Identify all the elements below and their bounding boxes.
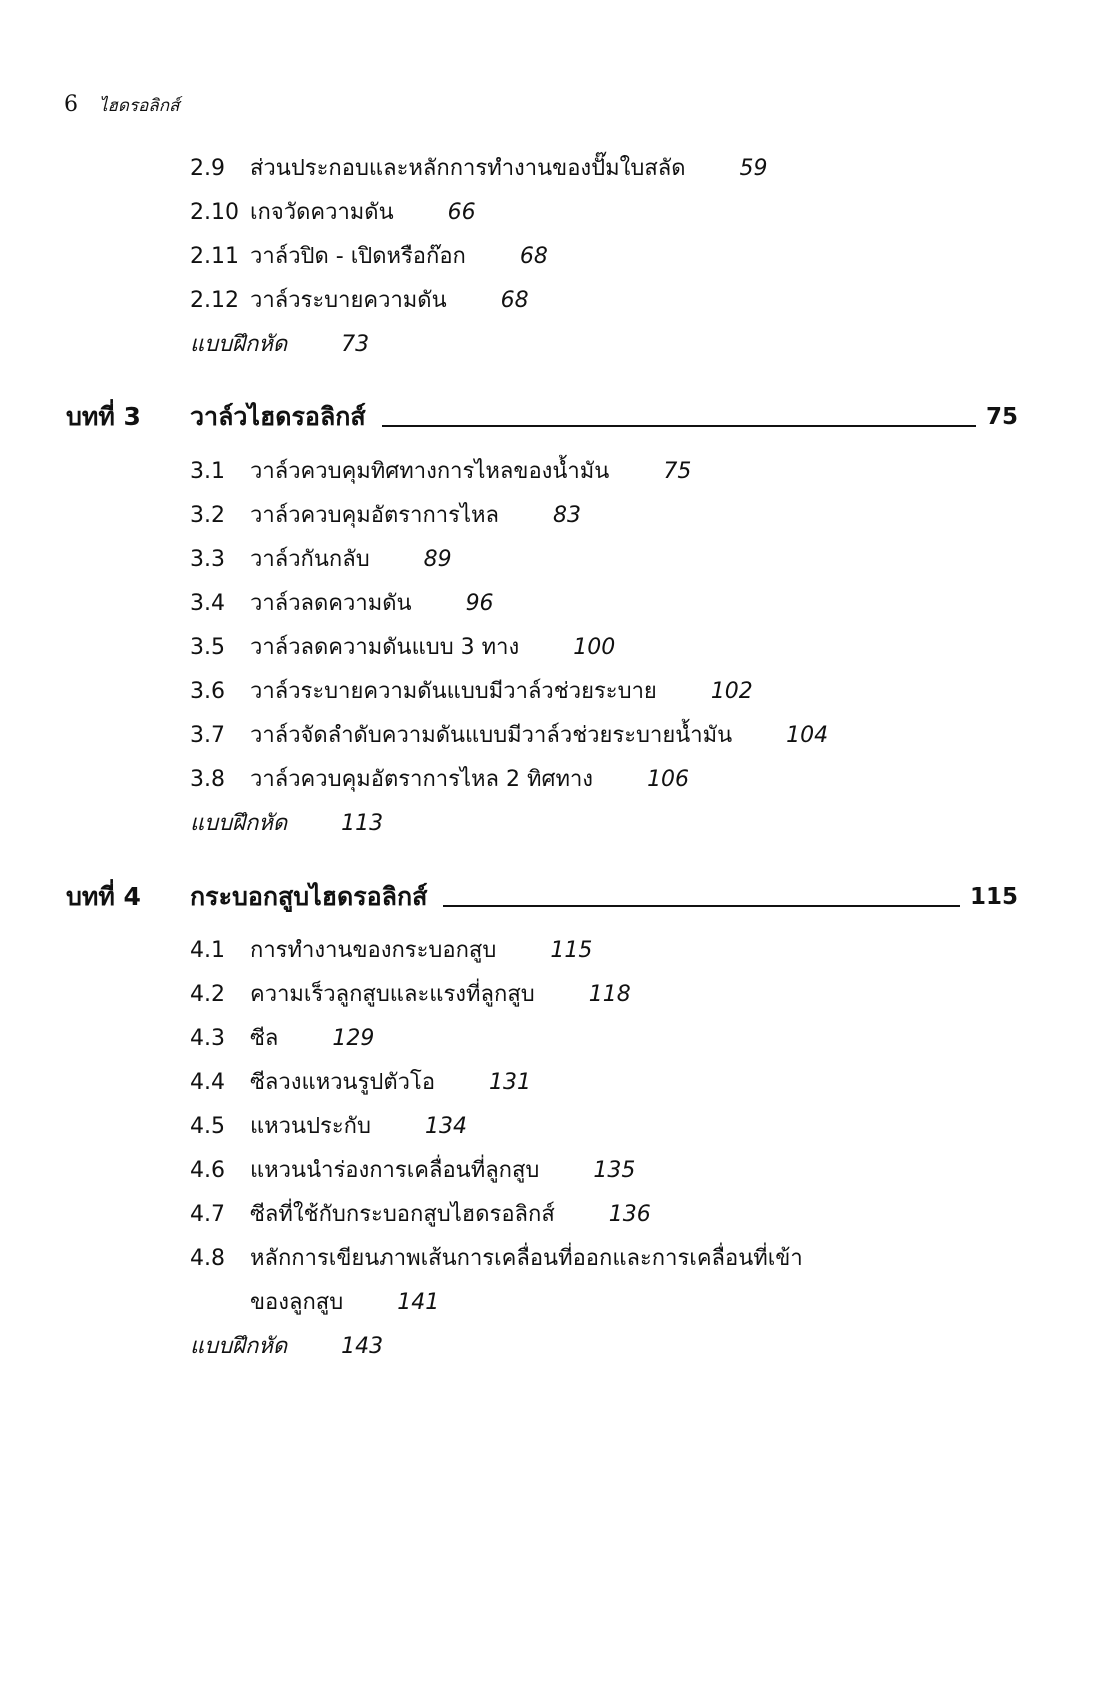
entry-number: 4.2 — [190, 982, 225, 1007]
entry-title: เกจวัดความดัน — [250, 200, 394, 225]
entry-number: 4.4 — [190, 1070, 225, 1095]
entry-title: วาล์วจัดลำดับความดันแบบมีวาล์วช่วยระบายน้ำมัน — [250, 723, 733, 748]
entry-number: 3.8 — [190, 767, 225, 792]
exercise-label: แบบฝึกหัด — [190, 1334, 288, 1359]
entry-page: 104 — [786, 723, 829, 748]
entry-title: วาล์วควบคุมทิศทางการไหลของน้ำมัน — [250, 459, 610, 484]
toc-entry — [190, 242, 548, 272]
toc-entry — [190, 198, 476, 228]
entry-page: 68 — [519, 244, 548, 269]
entry-page: 143 — [341, 1334, 384, 1359]
entry-title: วาล์วระบายความดัน — [250, 288, 447, 313]
entry-page: 136 — [608, 1202, 651, 1227]
toc-entry — [190, 1156, 635, 1186]
entry-number: 3.5 — [190, 635, 225, 660]
entry-number: 3.2 — [190, 503, 225, 528]
entry-title: ของลูกสูบ — [250, 1290, 344, 1315]
entry-title: การทำงานของกระบอกสูบ — [250, 938, 497, 963]
entry-page: 73 — [341, 332, 370, 357]
chapter-title: วาล์วไฮดรอลิกส์ — [190, 402, 366, 431]
entry-title: วาล์วควบคุมอัตราการไหล 2 ทิศทาง — [250, 767, 594, 792]
entry-page: 68 — [500, 288, 529, 313]
entry-page: 115 — [550, 938, 593, 963]
entry-number: 2.9 — [190, 156, 225, 181]
entry-number: 4.1 — [190, 938, 225, 963]
entry-title: วาล์วปิด - เปิดหรือก๊อก — [250, 244, 466, 269]
entry-page: 66 — [447, 200, 476, 225]
exercise-entry — [190, 330, 369, 360]
toc-entry — [190, 677, 753, 707]
chapter-page: 75 — [985, 404, 1018, 430]
chapter-label: บทที่ 3 — [66, 402, 141, 431]
entry-number: 3.6 — [190, 679, 225, 704]
toc-entry — [190, 154, 768, 184]
chapter-3-heading — [66, 400, 1018, 434]
entry-number: 4.6 — [190, 1158, 225, 1183]
entry-number: 4.5 — [190, 1114, 225, 1139]
toc-entry — [190, 457, 691, 487]
entry-title: วาล์วควบคุมอัตราการไหล — [250, 503, 500, 528]
entry-number: 3.3 — [190, 547, 225, 572]
entry-page: 131 — [489, 1070, 532, 1095]
entry-number: 2.12 — [190, 288, 239, 313]
entry-title: วาล์วระบายความดันแบบมีวาล์วช่วยระบาย — [250, 679, 657, 704]
leader-rule — [382, 425, 976, 427]
leader-rule — [443, 905, 960, 907]
chapter-title: กระบอกสูบไฮดรอลิกส์ — [190, 882, 428, 911]
chapter-4-heading — [66, 880, 1018, 914]
chapter-page: 115 — [969, 884, 1018, 910]
toc-entry — [190, 286, 529, 316]
entry-title: ซีลที่ใช้กับกระบอกสูบไฮดรอลิกส์ — [250, 1202, 555, 1227]
entry-number: 2.11 — [190, 244, 239, 269]
entry-page: 89 — [423, 547, 452, 572]
entry-page: 102 — [710, 679, 753, 704]
entry-page: 134 — [424, 1114, 467, 1139]
entry-number: 2.10 — [190, 200, 239, 225]
toc-entry — [190, 501, 581, 531]
entry-page: 106 — [647, 767, 690, 792]
toc-entry — [190, 1068, 531, 1098]
entry-page: 83 — [553, 503, 582, 528]
book-title: ไฮดรอลิกส์ — [99, 96, 180, 116]
exercise-label: แบบฝึกหัด — [190, 811, 288, 836]
entry-page: 75 — [663, 459, 692, 484]
entry-page: 113 — [341, 811, 384, 836]
toc-entry — [190, 980, 631, 1010]
entry-title: แหวนนำร่องการเคลื่อนที่ลูกสูบ — [250, 1158, 540, 1183]
toc-entry — [190, 765, 689, 795]
entry-number: 3.4 — [190, 591, 225, 616]
entry-page: 59 — [739, 156, 768, 181]
entry-page: 118 — [588, 982, 631, 1007]
running-header — [64, 92, 179, 119]
exercise-entry — [190, 809, 383, 839]
toc-entry — [190, 1024, 374, 1054]
entry-title: แหวนประกับ — [250, 1114, 371, 1139]
toc-entry — [190, 721, 828, 751]
entry-title: วาล์วกันกลับ — [250, 547, 370, 572]
entry-number: 3.1 — [190, 459, 225, 484]
entry-page: 129 — [332, 1026, 375, 1051]
page-number: 6 — [64, 92, 78, 117]
exercise-label: แบบฝึกหัด — [190, 332, 288, 357]
toc-entry — [190, 1112, 467, 1142]
exercise-entry — [190, 1332, 383, 1362]
entry-title: ส่วนประกอบและหลักการทำงานของปั๊มใบสลัด — [250, 156, 686, 181]
toc-entry — [190, 633, 615, 663]
toc-entry — [190, 589, 494, 619]
entry-page: 135 — [593, 1158, 636, 1183]
entry-title: ซีล — [250, 1026, 279, 1051]
entry-title: หลักการเขียนภาพเส้นการเคลื่อนที่ออกและการเคลื่อนที่เข้า — [250, 1246, 803, 1271]
toc-entry-continuation — [250, 1288, 439, 1318]
entry-title: ความเร็วลูกสูบและแรงที่ลูกสูบ — [250, 982, 535, 1007]
entry-number: 4.8 — [190, 1246, 225, 1271]
toc-entry — [190, 1244, 803, 1274]
toc-entry — [190, 936, 592, 966]
entry-number: 3.7 — [190, 723, 225, 748]
entry-number: 4.7 — [190, 1202, 225, 1227]
entry-page: 100 — [573, 635, 616, 660]
entry-title: วาล์วลดความดัน — [250, 591, 412, 616]
toc-entry — [190, 545, 452, 575]
entry-page: 141 — [397, 1290, 440, 1315]
entry-title: วาล์วลดความดันแบบ 3 ทาง — [250, 635, 520, 660]
toc-entry — [190, 1200, 651, 1230]
entry-page: 96 — [465, 591, 494, 616]
chapter-label: บทที่ 4 — [66, 882, 141, 911]
entry-title: ซีลวงแหวนรูปตัวโอ — [250, 1070, 436, 1095]
entry-number: 4.3 — [190, 1026, 225, 1051]
